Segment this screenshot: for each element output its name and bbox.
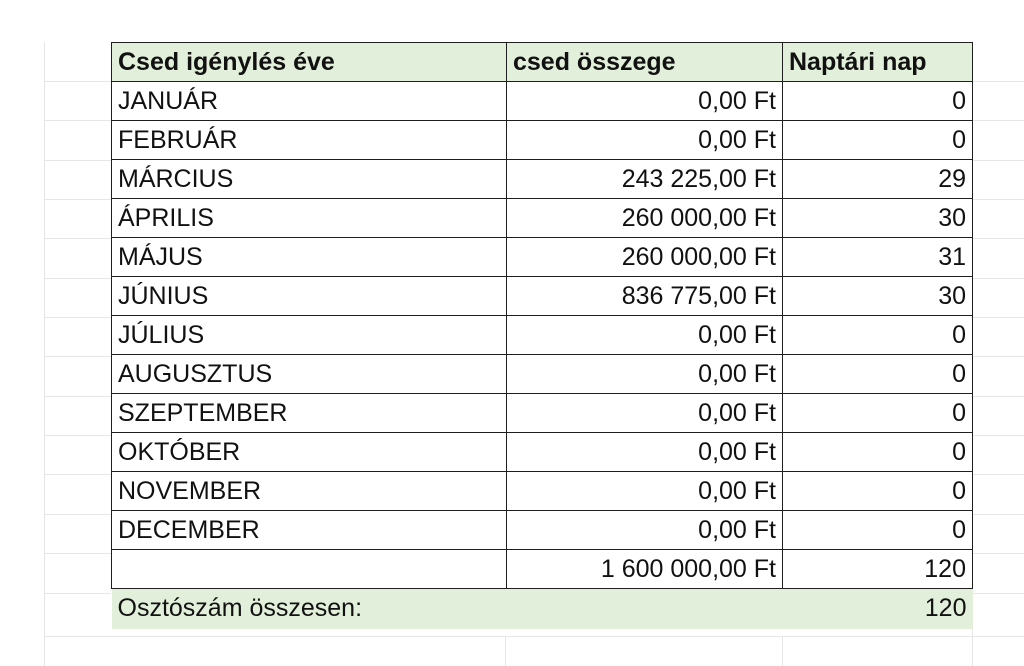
days-cell[interactable]: 0 (783, 511, 973, 550)
table-row (112, 82, 973, 121)
table-row (112, 277, 973, 316)
month-cell[interactable]: FEBRUÁR (112, 121, 507, 160)
amount-cell[interactable]: 0,00 Ft (507, 82, 783, 121)
gridline (44, 593, 111, 594)
header-cell-year[interactable]: Csed igénylés éve (112, 43, 507, 82)
days-cell[interactable]: 29 (783, 160, 973, 199)
gridline (44, 435, 111, 436)
days-cell[interactable]: 31 (783, 238, 973, 277)
month-cell[interactable]: ÁPRILIS (112, 199, 507, 238)
days-cell[interactable]: 0 (783, 121, 973, 160)
gridline (972, 593, 1024, 594)
gridline (44, 120, 111, 121)
gridline (44, 474, 111, 475)
gridline (972, 435, 1024, 436)
month-cell[interactable]: OKTÓBER (112, 433, 507, 472)
amount-cell[interactable]: 836 775,00 Ft (507, 277, 783, 316)
gridline (44, 160, 111, 161)
gridline (972, 317, 1024, 318)
table-row (112, 433, 973, 472)
table-row (112, 394, 973, 433)
divisor-value-cell[interactable]: 120 (783, 589, 973, 629)
month-cell[interactable]: MÁRCIUS (112, 160, 507, 199)
gridline (44, 396, 111, 397)
gridline (972, 396, 1024, 397)
divisor-label-cell[interactable]: Osztószám összesen: (112, 589, 783, 629)
days-cell[interactable]: 0 (783, 433, 973, 472)
amount-cell[interactable]: 0,00 Ft (507, 355, 783, 394)
days-cell[interactable]: 30 (783, 277, 973, 316)
gridline (44, 636, 1024, 637)
table-row (112, 355, 973, 394)
gridline (44, 81, 111, 82)
gridline (44, 199, 111, 200)
gridline (44, 514, 111, 515)
table-row (112, 511, 973, 550)
header-cell-days[interactable]: Naptári nap (783, 43, 973, 82)
days-cell[interactable]: 30 (783, 199, 973, 238)
month-cell[interactable]: NOVEMBER (112, 472, 507, 511)
total-label-cell[interactable] (112, 550, 507, 589)
table-row (112, 472, 973, 511)
days-cell[interactable]: 0 (783, 355, 973, 394)
month-cell[interactable]: MÁJUS (112, 238, 507, 277)
header-row (112, 43, 973, 82)
amount-cell[interactable]: 260 000,00 Ft (507, 238, 783, 277)
gridline (972, 553, 1024, 554)
gridline (972, 238, 1024, 239)
month-cell[interactable]: JANUÁR (112, 82, 507, 121)
gridline (44, 42, 45, 666)
gridline (44, 317, 111, 318)
gridline (44, 553, 111, 554)
gridline (782, 636, 783, 666)
amount-cell[interactable]: 0,00 Ft (507, 316, 783, 355)
header-cell-amount[interactable]: csed összege (507, 43, 783, 82)
gridline (44, 238, 111, 239)
gridline (972, 356, 1024, 357)
month-cell[interactable]: JÚLIUS (112, 316, 507, 355)
amount-cell[interactable]: 0,00 Ft (507, 394, 783, 433)
gridline (44, 278, 111, 279)
amount-cell[interactable]: 0,00 Ft (507, 121, 783, 160)
table-row (112, 199, 973, 238)
amount-cell[interactable]: 260 000,00 Ft (507, 199, 783, 238)
amount-cell[interactable]: 0,00 Ft (507, 511, 783, 550)
amount-cell[interactable]: 0,00 Ft (507, 433, 783, 472)
table-row (112, 238, 973, 277)
gridline (972, 81, 1024, 82)
table-row (112, 316, 973, 355)
divisor-row (112, 589, 973, 629)
gridline (972, 160, 1024, 161)
gridline (972, 278, 1024, 279)
month-cell[interactable]: AUGUSZTUS (112, 355, 507, 394)
gridline (972, 199, 1024, 200)
data-table (111, 42, 973, 629)
gridline (972, 514, 1024, 515)
amount-cell[interactable]: 243 225,00 Ft (507, 160, 783, 199)
gridline (505, 636, 506, 666)
days-cell[interactable]: 0 (783, 316, 973, 355)
gridline (972, 120, 1024, 121)
days-cell[interactable]: 0 (783, 82, 973, 121)
gridline (44, 356, 111, 357)
gridline (972, 474, 1024, 475)
days-cell[interactable]: 0 (783, 472, 973, 511)
table-row (112, 160, 973, 199)
total-amount-cell[interactable]: 1 600 000,00 Ft (507, 550, 783, 589)
month-cell[interactable]: SZEPTEMBER (112, 394, 507, 433)
month-cell[interactable]: DECEMBER (112, 511, 507, 550)
total-row (112, 550, 973, 589)
total-days-cell[interactable]: 120 (783, 550, 973, 589)
table-row (112, 121, 973, 160)
amount-cell[interactable]: 0,00 Ft (507, 472, 783, 511)
month-cell[interactable]: JÚNIUS (112, 277, 507, 316)
days-cell[interactable]: 0 (783, 394, 973, 433)
